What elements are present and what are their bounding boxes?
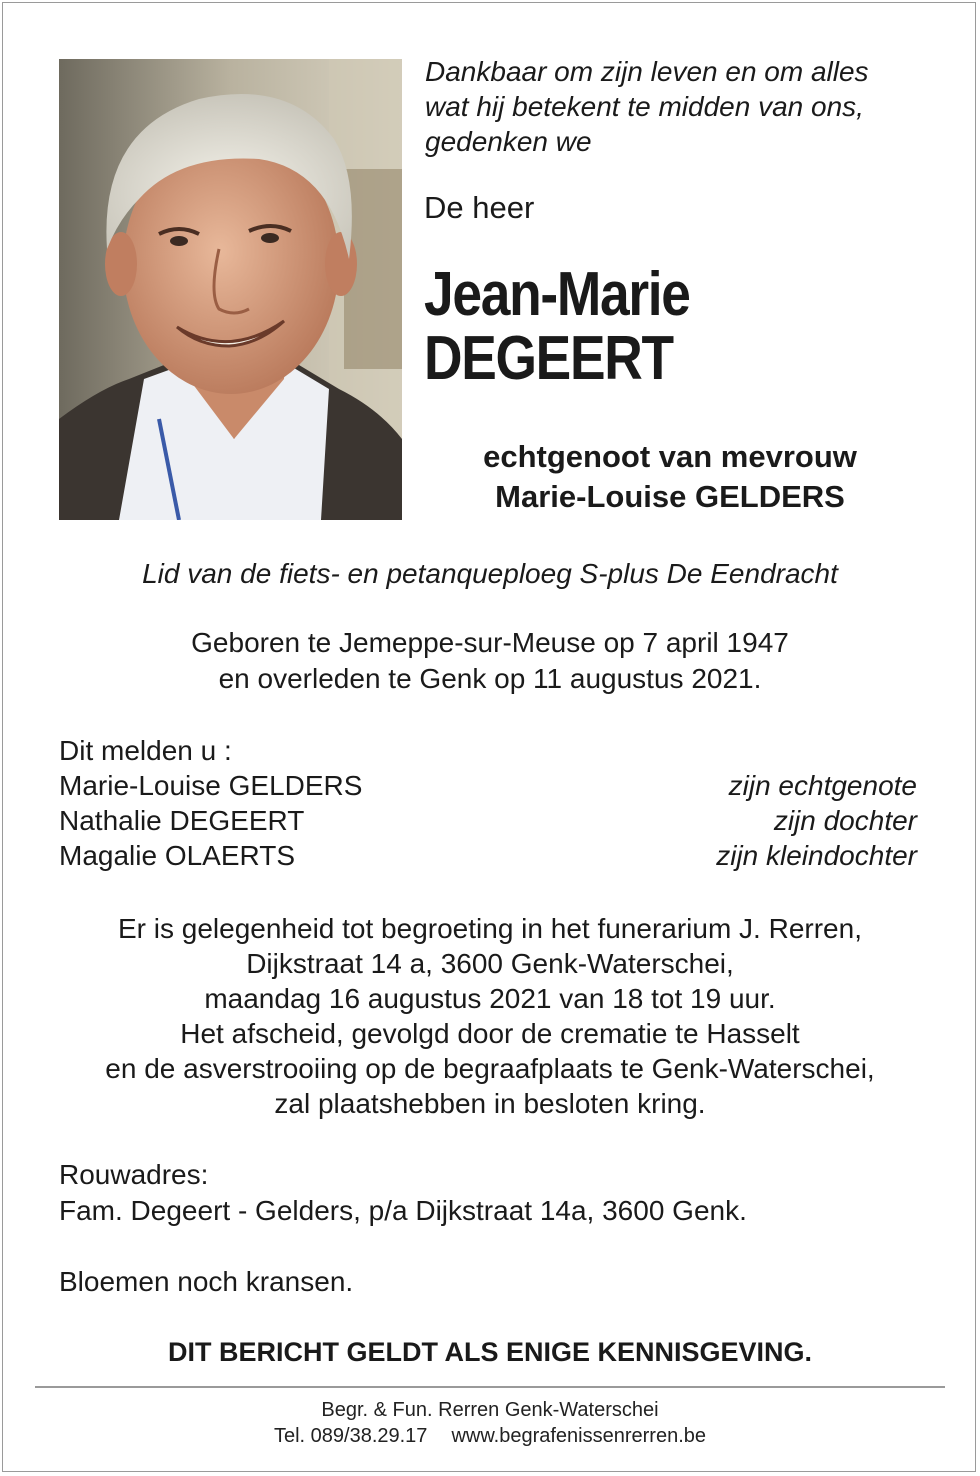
announcer-name: Nathalie DEGEERT	[59, 805, 305, 836]
intro-line: Dankbaar om zijn leven en om alles	[425, 56, 869, 87]
intro-text	[425, 54, 945, 159]
death-line: en overleden te Genk op 11 augustus 2021.	[218, 663, 762, 694]
spouse-line: Marie-Louise GELDERS	[495, 479, 845, 514]
phone-number: Tel. 089/38.29.17	[273, 1425, 428, 1447]
birth-line: Geboren te Jemeppe-sur-Meuse op 7 april 1947	[191, 627, 789, 658]
arrangements-line: en de asverstrooiing op de begraafplaats te Genk-Waterschei,	[105, 1053, 875, 1084]
announcer-row	[59, 803, 917, 838]
portrait-illustration	[59, 59, 402, 520]
arrangements-line: maandag 16 augustus 2021 van 18 tot 19 uur.	[204, 983, 776, 1014]
intro-line: wat hij betekent te midden van ons,	[425, 91, 864, 122]
announcer-role: zijn kleindochter	[716, 840, 917, 871]
mourning-address: Fam. Degeert - Gelders, p/a Dijkstraat 14a, 3600 Genk.	[59, 1195, 747, 1226]
first-name: Jean-Marie	[424, 260, 690, 329]
announcers-heading: Dit melden u :	[59, 735, 232, 766]
announcer-name: Magalie OLAERTS	[59, 840, 296, 871]
official-notice: DIT BERICHT GELDT ALS ENIGE KENNISGEVING.	[167, 1337, 813, 1367]
spouse-line: echtgenoot van mevrouw	[483, 439, 857, 474]
salutation: De heer	[424, 190, 535, 225]
announcer-row	[59, 838, 917, 873]
funeral-home-name: Begr. & Fun. Rerren Genk-Waterschei	[321, 1399, 659, 1421]
announcer-name: Marie-Louise GELDERS	[59, 770, 363, 801]
spouse-info	[430, 437, 910, 517]
deceased-name	[424, 260, 690, 393]
intro-line: gedenken we	[425, 126, 592, 157]
announcer-row	[59, 768, 917, 803]
mourning-address-heading: Rouwadres:	[59, 1159, 209, 1190]
arrangements-line: Het afscheid, gevolgd door de crematie te Hasselt	[180, 1018, 800, 1049]
arrangements-line: zal plaatshebben in besloten kring.	[274, 1088, 706, 1119]
flowers-note: Bloemen noch kransen.	[59, 1266, 354, 1297]
announcer-role: zijn echtgenote	[728, 770, 917, 801]
portrait-photo	[59, 59, 402, 520]
last-name: DEGEERT	[424, 324, 673, 393]
arrangements-line: Er is gelegenheid tot begroeting in het funerarium J. Rerren,	[118, 913, 862, 944]
membership-text: Lid van de fiets- en petanqueploeg S-plus De Eendracht	[142, 558, 838, 589]
announcer-role: zijn dochter	[773, 805, 917, 836]
contact-line	[0, 1423, 980, 1449]
arrangements-line: Dijkstraat 14 a, 3600 Genk-Waterschei,	[246, 948, 734, 979]
website-link[interactable]: www.begrafenissenrerren.be	[451, 1425, 707, 1447]
footer-divider	[35, 1386, 945, 1388]
funeral-home-footer	[0, 1397, 980, 1449]
